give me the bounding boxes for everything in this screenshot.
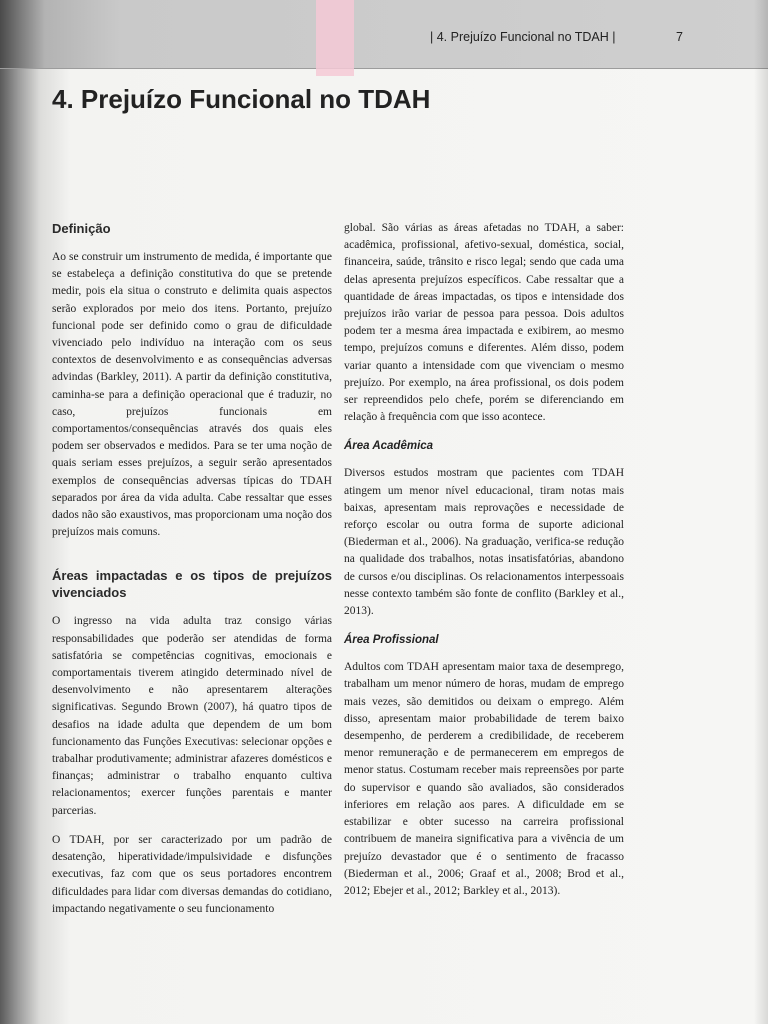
page-edge-shadow <box>754 0 768 1024</box>
header-band <box>0 0 768 69</box>
chapter-title: 4. Prejuízo Funcional no TDAH <box>52 84 431 114</box>
academica-heading: Área Acadêmica <box>344 440 434 453</box>
definicao-paragraph: Ao se construir um instrumento de medida, é importante que se estabeleça a definição constitutiva do que se pretende medir, pois ela situa o construto e delimita quais aspectos serão explorados por meio dos itens. Portanto, prejuízo funcional pode ser definido como o grau de dificuldade vivenciado pelo indivíduo na interação com os seus contextos de desenvolvimento e as consequências adversas advindas (Barkley, 2011). A partir da definição constitutiva, caminha-se para a definição operacional que é traduzir, no caso, prejuízos funcionais em comportamentos/consequências através dos quais eles podem ser observados e medidos. Para se ter uma noção de quais seriam esses prejuízos, a seguir serão apresentados exemplos de consequências adversas típicas do TDAH separados por área da vida adulta. Cabe ressaltar que esses dados não são exaustivos, mas proporcionam uma noção dos prejuízos mais comuns. <box>52 251 332 539</box>
continuation-paragraph: global. São várias as áreas afetadas no TDAH, a saber: acadêmica, profissional, afetivo-sexual, doméstica, social, financeira, saúde, trânsito e risco legal; sendo que cada uma delas apresenta prejuízos específicos. Cabe ressaltar que a quantidade de áreas impactadas, os tipos e intensidade dos prejuízos irão variar de pessoa para pessoa. Dois adultos podem ter a mesma área impactada e exibirem, ao mesmo tempo, prejuízos comuns e diferentes. Além disso, podem variar quanto a intensidade com que vivenciam o mesmo prejuízo. Por exemplo, na área profissional, os dois podem ser repreendidos pelo chefe, porém se diferenciando em relação à frequência com que isso acontece. <box>344 222 624 424</box>
areas-paragraph-1: O ingresso na vida adulta traz consigo várias responsabilidades que poderão ser atendidas de forma satisfatória se competências cognitivas, emocionais e comportamentais tiverem atingido determinado nível de desenvolvimento e não apresentarem alterações significativas. Segundo Brown (2007), há quatro tipos de desafios na idade adulta que dependem de um bom funcionamento das Funções Executivas: selecionar opções e trabalhar produtivamente; administrar afazeres domésticos e finanças; administrar o trabalho enquanto cultiva relacionamentos; exercer funções parentais e manter parcerias. <box>52 615 332 817</box>
definicao-heading: Definição <box>52 221 111 236</box>
right-column <box>344 220 624 912</box>
page-number: 7 <box>676 30 683 44</box>
academica-paragraph: Diversos estudos mostram que pacientes com TDAH atingem um menor nível educacional, tiram notas mais baixas, apresentam mais reprovações e necessidade de reforço escolar ou outra forma de suporte adicional (Biederman et al., 2006). Na graduação, verifica-se redução na qualidade dos trabalhos, notas insatisfatórias, abandono de cursos e/ou disciplinas. Os relacionamentos interpessoais nesse contexto também são fonte de conflito (Barkley et al., 2013). <box>344 467 624 618</box>
pink-tape-strip <box>316 0 354 76</box>
profissional-paragraph: Adultos com TDAH apresentam maior taxa de desemprego, trabalham um menor número de horas, mudam de emprego mais vezes, são demitidos ou deixam o emprego. Além disso, apresentam maior probabilidade de terem baixo desempenho, de perderem a credibilidade, de receberem menor remuneração e de permanecerem em empregos de menor status. Costumam receber mais repreensões por parte do supervisor e quando são avaliados, são considerados inferiores em relação aos pares. A dificuldade em se estabilizar e obter sucesso na carreira profissional contribuem de maneira significativa para a vivência de um prejuízo devastador que é o sentimento de fracasso (Biederman et al., 2006; Graaf et al., 2008; Brod et al., 2012; Ebejer et al., 2012; Barkley et al., 2013). <box>344 661 624 897</box>
profissional-heading: Área Profissional <box>344 634 439 647</box>
areas-paragraph-2: O TDAH, por ser caracterizado por um padrão de desatenção, hiperatividade/impulsividade e disfunções executivas, faz com que os seus portadores encontrem dificuldades para lidar com diversas demandas do cotidiano, impactando negativamente o seu funcionamento <box>52 833 332 915</box>
left-column <box>52 220 332 930</box>
areas-heading: Áreas impactadas e os tipos de prejuízos vivenciados <box>52 568 332 601</box>
running-head: | 4. Prejuízo Funcional no TDAH | <box>430 30 616 44</box>
